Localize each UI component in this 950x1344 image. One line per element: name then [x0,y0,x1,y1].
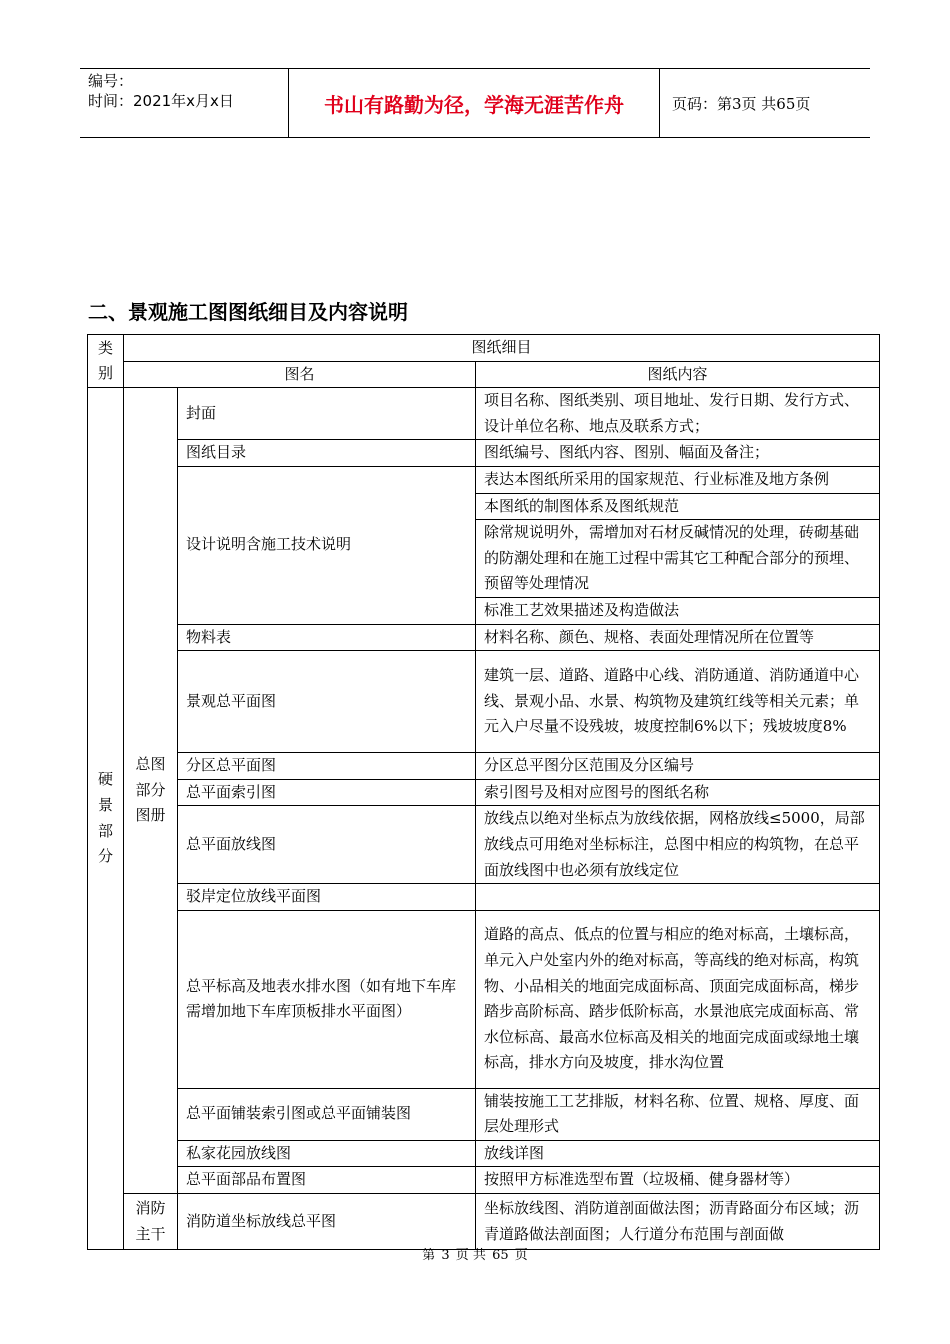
number-label: 编号： [88,72,134,90]
drawing-details-table [87,334,880,1250]
footer-total: 65 [492,1248,509,1263]
row-content: 本图纸的制图体系及图纸规范 [476,493,880,520]
header-details: 图纸细目 [124,335,880,362]
row-content: 表达本图纸所采用的国家规范、行业标准及地方条例 [476,466,880,493]
header-motto: 书山有路勤为径，学海无涯苦作舟 [288,69,660,137]
page-footer [0,1244,950,1263]
row-content: 坐标放线图、消防道剖面做法图；沥青路面分布区域；沥青道路做法剖面图；人行道分布范围与剖面做 [476,1194,880,1250]
header-name: 图名 [124,361,476,388]
row-content: 放线详图 [476,1140,880,1167]
row-name: 总平面放线图 [178,806,476,884]
row-name: 总平面索引图 [178,779,476,806]
footer-mid: 页 共 [455,1248,486,1263]
footer-prefix: 第 [422,1248,436,1263]
category-hard-landscape: 硬景部分 [88,388,124,1250]
row-content: 分区总平图分区范围及分区编号 [476,753,880,780]
row-name: 总平面铺装索引图或总平面铺装图 [178,1088,476,1140]
row-name: 私家花园放线图 [178,1140,476,1167]
section-title: 二、景观施工图图纸细目及内容说明 [88,300,408,324]
header-meta [80,69,288,137]
row-name: 物料表 [178,624,476,651]
row-content: 建筑一层、道路、道路中心线、消防通道、消防通道中心线、景观小品、水景、构筑物及建筑红线等相关元素；单元入户尽量不设残坡，坡度控制6%以下；残坡坡度8% [476,651,880,753]
page-header [80,68,870,138]
row-content: 材料名称、颜色、规格、表面处理情况所在位置等 [476,624,880,651]
row-content: 索引图号及相对应图号的图纸名称 [476,779,880,806]
group-general-plan: 总图部分图册 [124,388,178,1194]
row-name: 消防道坐标放线总平图 [178,1194,476,1250]
header-category: 类别 [88,335,124,388]
row-content: 按照甲方标准选型布置（垃圾桶、健身器材等） [476,1167,880,1194]
row-name: 总平面部品布置图 [178,1167,476,1194]
row-content: 项目名称、图纸类别、项目地址、发行日期、发行方式、设计单位名称、地点及联系方式； [476,388,880,440]
row-name: 总平标高及地表水排水图（如有地下车库需增加地下车库顶板排水平面图） [178,910,476,1088]
date-label: 时间：2021年x月x日 [88,92,234,110]
header-content: 图纸内容 [476,361,880,388]
row-name: 设计说明含施工技术说明 [178,466,476,624]
footer-suffix: 页 [514,1248,528,1263]
row-content: 放线点以绝对坐标点为放线依据，网格放线≤5000，局部放线点可用绝对坐标标注，总图中相应的构筑物，在总平面放线图中也必须有放线定位 [476,806,880,884]
row-name: 分区总平面图 [178,753,476,780]
row-name: 图纸目录 [178,440,476,467]
row-content: 图纸编号、图纸内容、图别、幅面及备注； [476,440,880,467]
row-content [476,884,880,911]
row-content: 道路的高点、低点的位置与相应的绝对标高，土壤标高，单元入户处室内外的绝对标高，等高线的绝对标高，构筑物、小品相关的地面完成面标高、顶面完成面标高，梯步踏步高阶标高、踏步低阶标高，水景池底完成面标高、常水位标高、最高水位标高及相关的地面完成面或绿地土壤标高，排水方向及坡度，排水沟位置 [476,910,880,1088]
footer-page: 3 [441,1248,450,1263]
row-name: 驳岸定位放线平面图 [178,884,476,911]
row-content: 除常规说明外，需增加对石材反碱情况的处理，砖砌基础的防潮处理和在施工过程中需其它工种配合部分的预埋、预留等处理情况 [476,520,880,598]
header-page-label: 页码：第3页 共65页 [672,94,811,113]
row-content: 标准工艺效果描述及构造做法 [476,597,880,624]
row-name: 封面 [178,388,476,440]
row-content: 铺装按施工工艺排版，材料名称、位置、规格、厚度、面层处理形式 [476,1088,880,1140]
group-fire-main: 消防主干 [124,1194,178,1250]
row-name: 景观总平面图 [178,651,476,753]
